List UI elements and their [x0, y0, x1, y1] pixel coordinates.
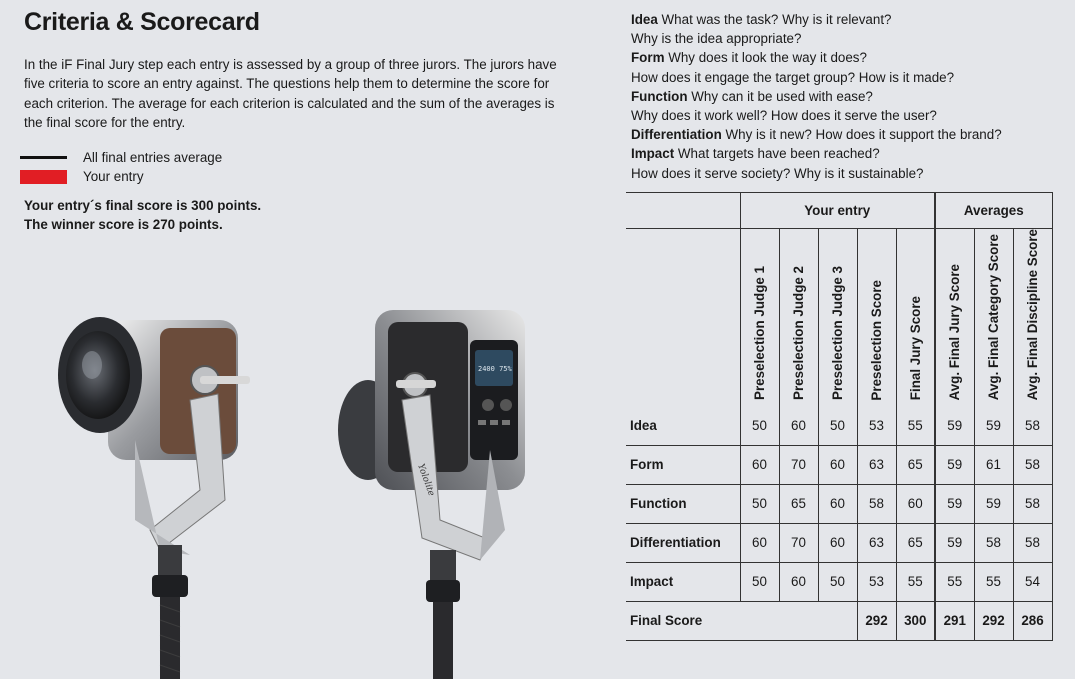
cell: 53	[857, 406, 896, 445]
final-avg-category-score: 292	[974, 601, 1013, 640]
legend-label: All final entries average	[83, 150, 223, 165]
cell: 59	[974, 406, 1013, 445]
group-your-entry: Your entry	[740, 193, 935, 229]
criteria-form: Form Why does it look the way it does?	[631, 50, 867, 66]
table-row	[626, 406, 1052, 445]
cell: 58	[1013, 445, 1052, 484]
criteria-form-q2: How does it engage the target group? How is it made?	[631, 69, 955, 85]
cell: 55	[896, 562, 935, 601]
cell: 59	[935, 523, 974, 562]
table-row	[626, 484, 1052, 523]
scorecard-table	[626, 192, 1053, 641]
final-score-label: Final Score	[626, 601, 857, 640]
criteria-impact: Impact What targets have been reached?	[631, 146, 880, 162]
cell: 50	[818, 406, 857, 445]
cell: 59	[935, 445, 974, 484]
cell: 65	[896, 445, 935, 484]
final-score-row	[626, 601, 1052, 640]
cell: 53	[857, 562, 896, 601]
legend-swatch-red	[20, 170, 67, 184]
row-label: Differentiation	[626, 523, 740, 562]
column-header: Preselection Judge 2	[779, 229, 818, 407]
row-label: Function	[626, 484, 740, 523]
page-title: Criteria & Scorecard	[24, 8, 260, 36]
criteria-list	[631, 10, 1002, 183]
cell: 50	[740, 484, 779, 523]
legend-item-average	[20, 148, 222, 167]
winner-score-text: The winner score is 270 points.	[24, 217, 223, 232]
cell: 60	[740, 445, 779, 484]
table-row	[626, 445, 1052, 484]
cell: 61	[974, 445, 1013, 484]
cell: 60	[779, 406, 818, 445]
cell: 60	[779, 562, 818, 601]
column-header: Preselection Judge 3	[818, 229, 857, 407]
cell: 55	[896, 406, 935, 445]
table-row	[626, 523, 1052, 562]
cell: 55	[935, 562, 974, 601]
cell: 63	[857, 445, 896, 484]
final-preselection-score: 292	[857, 601, 896, 640]
column-header: Preselection Score	[857, 229, 896, 407]
cell: 50	[740, 562, 779, 601]
cell: 58	[1013, 523, 1052, 562]
cell: 70	[779, 445, 818, 484]
legend	[20, 148, 222, 186]
cell: 59	[974, 484, 1013, 523]
cell: 50	[818, 562, 857, 601]
column-header: Avg. Final Discipline Score	[1013, 229, 1052, 407]
criteria-impact-q2: How does it serve society? Why is it sustainable?	[631, 165, 924, 181]
legend-swatch-black	[20, 156, 67, 159]
table-group-header	[626, 193, 1052, 229]
product-photo-front	[40, 290, 270, 679]
row-label: Idea	[630, 418, 657, 434]
criteria-function: Function Why can it be used with ease?	[631, 88, 873, 104]
cell: 58	[974, 523, 1013, 562]
criteria-idea-q2: Why is the idea appropriate?	[631, 31, 802, 47]
cell: 58	[857, 484, 896, 523]
cell: 65	[779, 484, 818, 523]
score-summary	[24, 196, 261, 234]
column-header: Preselection Judge 1	[740, 229, 779, 407]
criteria-idea: Idea What was the task? Why is it relevant?	[631, 12, 892, 27]
row-label: Impact	[626, 562, 740, 601]
table-column-header	[626, 229, 1052, 407]
final-avg-discipline-score: 286	[1013, 601, 1052, 640]
legend-label: Your entry	[83, 169, 144, 184]
column-header: Avg. Final Category Score	[974, 229, 1013, 407]
criteria-function-q2: Why does it work well? How does it serve the user?	[631, 108, 937, 124]
column-header: Avg. Final Jury Score	[935, 229, 974, 407]
cell: 65	[896, 523, 935, 562]
cell: 60	[818, 484, 857, 523]
cell: 60	[740, 523, 779, 562]
cell: 60	[818, 523, 857, 562]
cell: 58	[1013, 406, 1052, 445]
column-header: Final Jury Score	[896, 229, 935, 407]
product-display-text: 2400 75%	[478, 365, 512, 373]
cell: 59	[935, 406, 974, 445]
cell: 58	[1013, 484, 1052, 523]
cell: 50	[740, 406, 779, 445]
cell: 60	[896, 484, 935, 523]
table-row	[626, 562, 1052, 601]
final-jury-score: 300	[896, 601, 935, 640]
cell: 70	[779, 523, 818, 562]
row-label: Form	[626, 445, 740, 484]
cell: 55	[974, 562, 1013, 601]
final-avg-jury-score: 291	[935, 601, 974, 640]
group-averages: Averages	[935, 193, 1052, 229]
product-brand-text: Yololite	[415, 462, 437, 498]
legend-item-entry	[20, 167, 222, 186]
criteria-differentiation: Differentiation Why is it new? How does it support the brand?	[631, 127, 1002, 143]
cell: 59	[935, 484, 974, 523]
product-photo-back	[330, 270, 550, 679]
cell: 60	[818, 445, 857, 484]
intro-text: In the iF Final Jury step each entry is assessed by a group of three jurors. The jurors have five criteria to score an entry against. The questions help them to determine the score for each criterion. The average for each criterion is calculated and the sum of the averages is the final score for the entry.	[24, 57, 557, 130]
cell: 63	[857, 523, 896, 562]
final-score-text: Your entry´s final score is 300 points.	[24, 198, 262, 213]
cell: 54	[1013, 562, 1052, 601]
